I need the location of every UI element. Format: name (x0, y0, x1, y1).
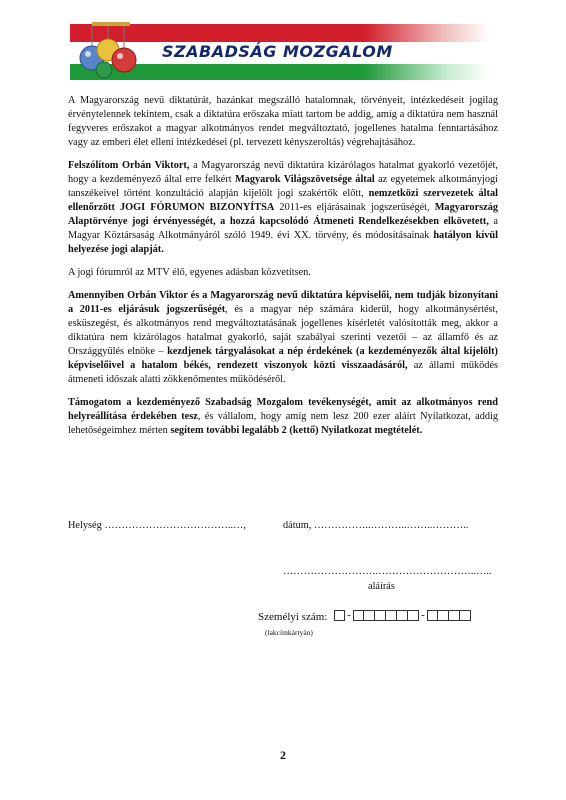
id-digit-box[interactable] (438, 610, 449, 621)
id-separator: - (347, 609, 351, 621)
id-digit-box[interactable] (375, 610, 386, 621)
id-separator: - (421, 609, 425, 621)
paragraph-4: Amennyiben Orbán Viktor és a Magyarország nevű diktatúra képviselői, nem tudják bizonyítani a 2011-es eljárásuk jogszerűségét, és a magyar nép számára kiderül, hogy alkotmánysértést, esküszegést, és alkotmányos rend megváltoztatásának jogellenes kísérletét valósították meg, akkor a diktatúra nem kizárólagos hatalmat gyakorló, saját szabályai szerinti vezetői – az államfő és az Országgyűlés elnöke – kezdjenek tárgyalásokat a nép érdekének (a kezdeményezők által kijelölt) képviselőivel a hatalom békés, rendezett viszonyok közti visszaadásáról, az állami működés átmeneti időszak alatti zökkenőmentes működéséről. (68, 290, 499, 385)
page-number: 2 (280, 748, 286, 762)
id-digit-box[interactable] (364, 610, 375, 621)
ornament-logo-icon (78, 20, 138, 84)
paragraph-5: Támogatom a kezdeményező Szabadság Mozgalom tevékenységét, amit az alkotmányos rend helyreállítása érdekében tesz, és vállalom, hogy amíg nem lesz 200 ezer aláírt Nyilatkozat, addig lehetőségeimhez mérten segítem további legalább 2 (kettő) Nyilatkozat megtételét. (68, 397, 498, 436)
id-digit-box[interactable] (353, 610, 364, 621)
id-digit-box[interactable] (408, 610, 419, 621)
header-banner (70, 20, 490, 84)
date-field[interactable]: dátum, ……………..………..……..……….. (283, 520, 469, 531)
id-digit-box[interactable] (427, 610, 438, 621)
id-digit-box[interactable] (449, 610, 460, 621)
id-number-label: Személyi szám: (258, 611, 328, 623)
id-digit-box[interactable] (460, 610, 471, 621)
banner-title: SZABADSÁG MOZGALOM (162, 42, 393, 61)
paragraph-3: A jogi fórumról az MTV élő, egyenes adásban közvetítsen. (68, 267, 311, 278)
id-digit-box[interactable] (386, 610, 397, 621)
paragraph-2: Felszólítom Orbán Viktort, a Magyarország nevű diktatúra kizárólagos hatalmat gyakorló vezetőjét, hogy a kezdeményező által erre felkért Magyarok Világszövetsége által az egyetemek alkotmányjogi tanszékeivel történt konzultáció alapján kijelölt jogi szakértők előtt, nemzetközi szervezetek által ellenőrzött JOGI FÓRUMON BIZONYÍTSA 2011-es eljárásainak jogszerűségét, Magyarország Alaptörvénye jogi érvényességét, a hozzá kapcsolódó Átmeneti Rendelkezésekben elkövetett, a Magyar Köztársaság Alkotmányáról szóló 1949. évi XX. törvény, és módosításainak hatályon kívül helyezése jogi alapját. (68, 160, 499, 255)
id-digit-box[interactable] (334, 610, 345, 621)
signature-line[interactable]: ……………………….………………………..….. (283, 566, 492, 577)
place-field[interactable]: Helység ………………………………..…, (68, 520, 246, 531)
id-digit-box[interactable] (397, 610, 408, 621)
paragraph-1: A Magyarország nevű diktatúrát, hazánkat megszálló hatalomnak, törvényeit, intézkedéseit jogilag érvénytelennek tekintem, csak a diktatúra erőszaka miatt tartom be addig, amíg a diktatúra nem használ fegyveres erőszakot a magyar alkotmányos rendet megváltoztató, jogellenes hatalma fenntartásához vagy az emberi élet elleni intézkedései (pl. tervezett kényszeroltás) végrehajtásához. (68, 95, 498, 148)
signature-label: aláírás (368, 581, 395, 592)
declaration-body (68, 94, 498, 447)
id-number-note: (lakcímkártyán) (265, 628, 313, 637)
id-number-boxes[interactable] (334, 610, 471, 621)
